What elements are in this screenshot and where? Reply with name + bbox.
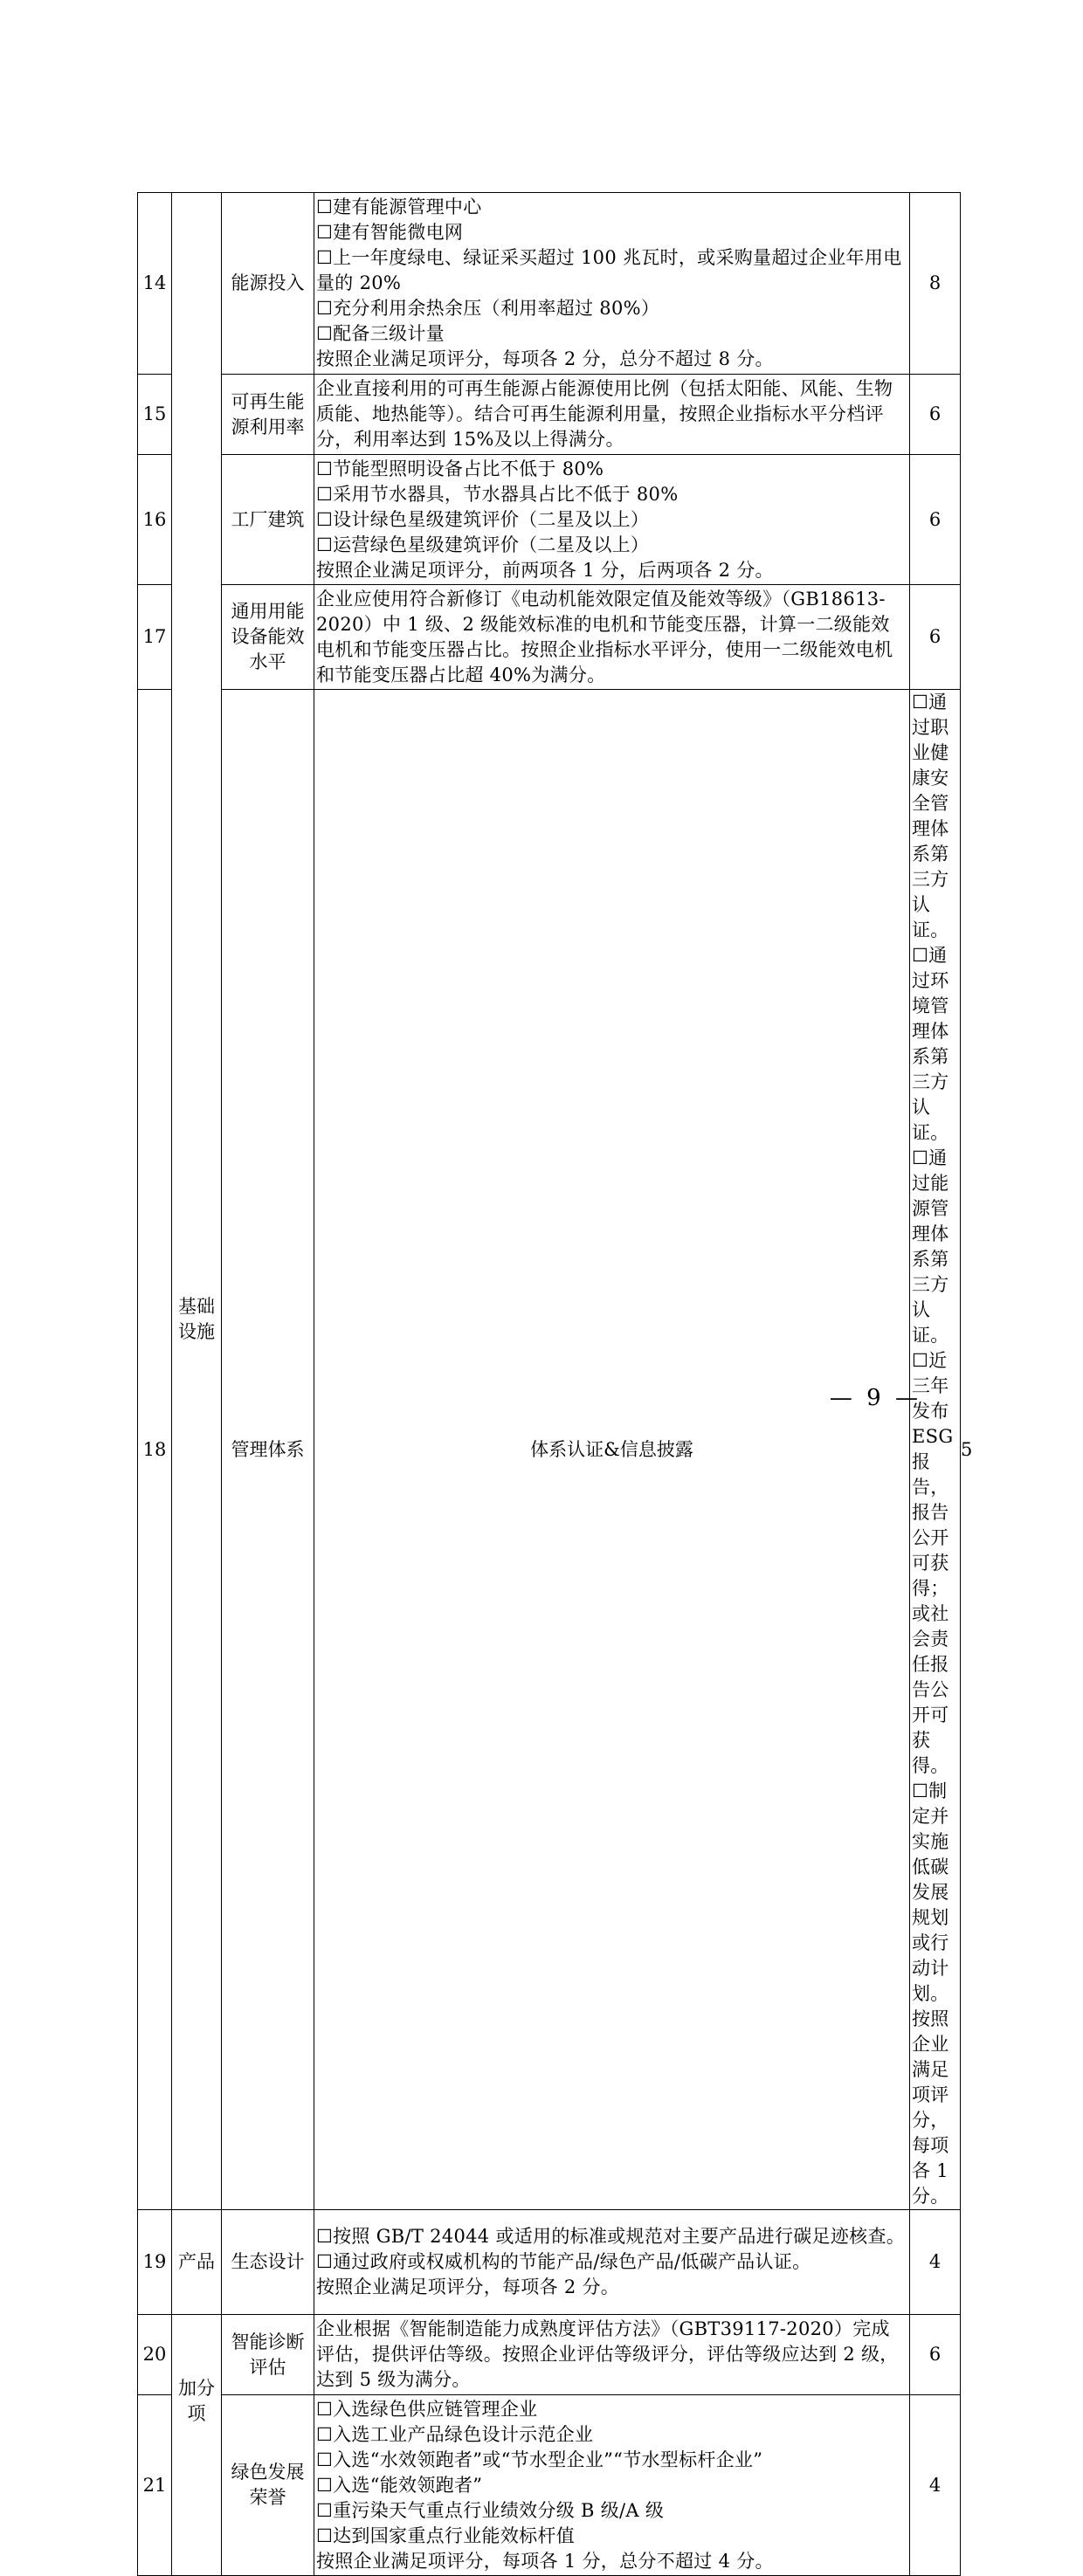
table-row: 18 管理体系 体系认证&信息披露 ☐通过职业健康安全管理体系第三方认证。 ☐通过环境管理体系第三方认证。 ☐通过能源管理体系第三方认证。 ☐近三年发布 ESG 报告，报告公开可获得；或社会责任报告公开可获得。 ☐制定并实施低碳发展规划或行动计划。 按照企业满足项评分，每项各 1 分。 5 [138,690,961,2210]
row-number: 21 [138,2395,172,2576]
table-row [138,193,961,375]
row-number: 20 [138,2315,172,2395]
description-line: 按照企业满足项评分，每项各 2 分，总分不超过 8 分。 [316,348,774,369]
table-row [138,2210,961,2315]
description-line: ☐入选工业产品绿色设计示范企业 [316,2423,594,2445]
description-line: ☐建有智能微电网 [316,222,464,243]
description-line: ☐通过职业健康安全管理体系第三方认证。 [912,692,949,940]
item-name: 可再生能源利用率 [222,375,314,455]
item-description [910,690,961,2210]
row-number: 18 [138,690,172,2210]
description-line: ☐通过能源管理体系第三方认证。 [912,1147,949,1346]
item-name: 工厂建筑 [222,455,314,585]
item-name: 智能诊断评估 [222,2315,314,2395]
description-line: ☐达到国家重点行业能效标杆值 [316,2524,576,2546]
description-line: 按照企业满足项评分，每项各 2 分。 [316,2276,620,2297]
description-line: 企业根据《智能制造能力成熟度评估方法》（GBT39117-2020）完成评估，提供评估等级。按照企业评估等级评分，评估等级应达到 2 级，达到 5 级为满分。 [316,2318,899,2390]
category-cell: 加分项 [172,2315,222,2576]
description-line: ☐重污染天气重点行业绩效分级 B 级/A 级 [316,2499,665,2521]
table-row [138,2395,961,2576]
item-description [314,585,910,690]
category-cell: 管理体系 [222,690,314,2210]
item-name: 绿色发展荣誉 [222,2395,314,2576]
description-line: ☐入选绿色供应链管理企业 [316,2398,538,2420]
category-cell: 基础设施 [172,193,222,2210]
description-line: 按照企业满足项评分，每项各 1 分，总分不超过 4 分。 [316,2550,774,2572]
table-row [138,375,961,455]
description-line: ☐制定并实施低碳发展规划或行动计划。 [912,1780,949,2004]
description-line: 企业应使用符合新修订《电动机能效限定值及能效等级》（GB18613-2020）中 1 级、2 级能效标准的电机和节能变压器，计算一二级能效电机和节能变压器占比。按照企业指标水平评分，使用一二级能效电机和节能变压器占比超 40%为满分。 [316,588,893,685]
scoring-table [137,192,973,2576]
item-score: 6 [910,455,961,585]
description-line: ☐节能型照明设备占比不低于 80% [316,458,604,479]
table-row [138,2315,961,2395]
item-score: 6 [910,585,961,690]
item-score: 6 [910,375,961,455]
item-description [314,2210,910,2315]
item-name: 体系认证&信息披露 [314,690,910,2210]
description-line: ☐入选“水效领跑者”或“节水型企业”“节水型标杆企业” [316,2449,763,2470]
description-line: ☐近三年发布 ESG 报告，报告公开可获得；或社会责任报告公开可获得。 [912,1350,954,1776]
description-line: ☐充分利用余热余压（利用率超过 80%） [316,298,660,319]
description-line: 企业直接利用的可再生能源占能源使用比例（包括太阳能、风能、生物质能、地热能等）。结合可再生能源利用量，按照企业指标水平分档评分，利用率达到 15%及以上得满分。 [316,378,893,450]
item-name: 生态设计 [222,2210,314,2315]
description-line: 按照企业满足项评分，每项各 1 分。 [912,2008,949,2207]
item-score: 8 [910,193,961,375]
description-line: ☐按照 GB/T 24044 或适用的标准或规范对主要产品进行碳足迹核查。 [316,2226,906,2247]
item-score: 4 [910,2395,961,2576]
item-score: 4 [910,2210,961,2315]
row-number: 19 [138,2210,172,2315]
page-number: — 9 — [829,1385,921,1411]
description-line: ☐采用节水器具，节水器具占比不低于 80% [316,483,679,505]
row-number: 15 [138,375,172,455]
description-line: ☐运营绿色星级建筑评价（二星及以上） [316,534,650,555]
item-score: 6 [910,2315,961,2395]
description-line: ☐通过政府或权威机构的节能产品/绿色产品/低碳产品认证。 [316,2251,811,2272]
item-description [314,375,910,455]
description-line: ☐建有能源管理中心 [316,196,482,217]
item-description [314,2395,910,2576]
description-line: ☐上一年度绿电、绿证采买超过 100 兆瓦时，或采购量超过企业年用电量的 20% [316,247,902,293]
description-line: 按照企业满足项评分，前两项各 1 分，后两项各 2 分。 [316,559,774,581]
table-row [138,585,961,690]
item-description [314,2315,910,2395]
item-name: 能源投入 [222,193,314,375]
description-line: ☐入选“能效领跑者” [316,2474,483,2496]
item-description [314,193,910,375]
item-name: 通用用能设备能效水平 [222,585,314,690]
description-line: ☐设计绿色星级建筑评价（二星及以上） [316,508,650,530]
row-number: 17 [138,585,172,690]
description-line: ☐配备三级计量 [316,323,445,344]
row-number: 14 [138,193,172,375]
row-number: 16 [138,455,172,585]
description-line: ☐通过环境管理体系第三方认证。 [912,945,949,1143]
category-cell: 产品 [172,2210,222,2315]
item-description [314,455,910,585]
table-row [138,455,961,585]
